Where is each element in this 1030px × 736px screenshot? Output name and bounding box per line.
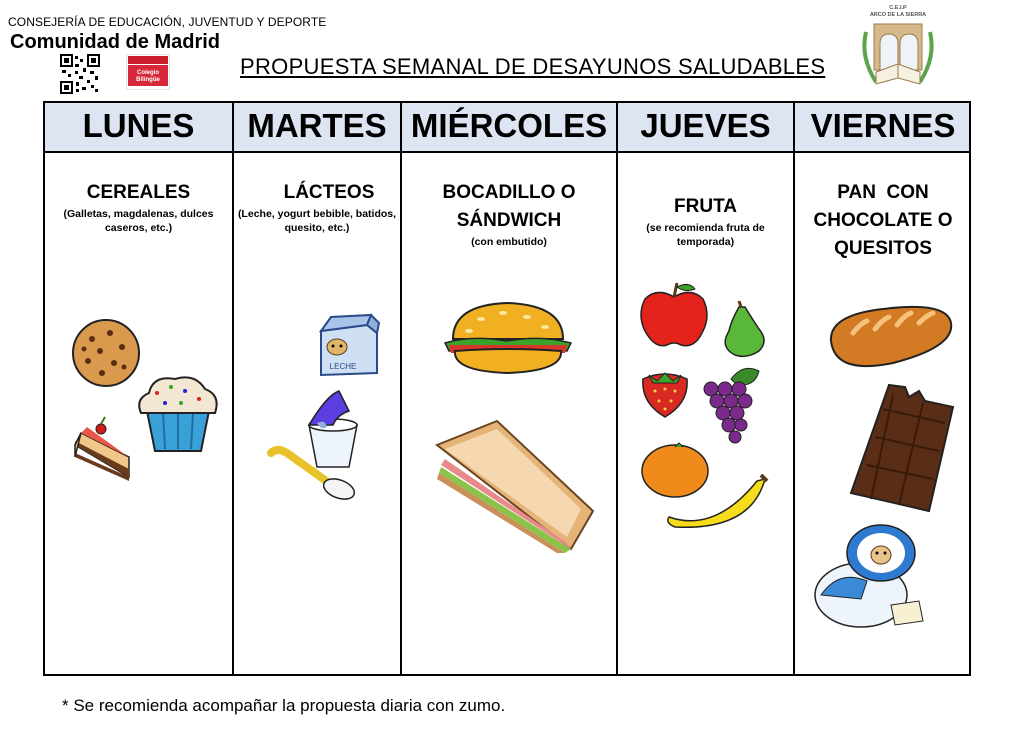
spoon-icon — [267, 443, 357, 503]
milk-carton-icon — [313, 311, 383, 377]
toasted-sandwich-icon — [431, 415, 599, 555]
strawberry-icon — [639, 367, 691, 419]
friday-title-3: QUESITOS — [834, 238, 932, 259]
cookie-icon — [70, 317, 142, 389]
monday-title: CEREALES — [86, 182, 191, 203]
day-friday: VIERNES — [810, 107, 956, 144]
tuesday-subtitle-2: quesito, etc.) — [284, 222, 350, 234]
milk-label: LECHE — [329, 362, 357, 371]
day-monday: LUNES — [82, 107, 195, 144]
tuesday-title: LÁCTEOS — [283, 182, 375, 203]
weekly-menu-table — [43, 101, 971, 676]
region-label: Comunidad de Madrid — [10, 31, 220, 53]
chocolate-bar-icon — [849, 381, 957, 515]
school-logo — [856, 2, 940, 92]
qr-code-icon — [60, 54, 100, 94]
bread-icon — [823, 301, 957, 373]
day-wednesday: MIÉRCOLES — [410, 107, 608, 144]
page-title: PROPUESTA SEMANAL DE DESAYUNOS SALUDABLES — [240, 54, 826, 79]
wednesday-subtitle: (con embutido) — [471, 236, 547, 248]
svg-text:Bilingüe: Bilingüe — [136, 77, 160, 83]
cheese-box-icon — [811, 521, 925, 633]
footer-note: * Se recomienda acompañar la propuesta diaria con zumo. — [62, 696, 506, 715]
day-tuesday: MARTES — [247, 107, 387, 144]
thursday-subtitle-2: temporada) — [676, 236, 735, 248]
monday-subtitle-2: caseros, etc.) — [104, 222, 173, 234]
ministry-label: CONSEJERÍA DE EDUCACIÓN, JUVENTUD Y DEPORTE — [8, 15, 327, 29]
banana-icon — [665, 473, 769, 531]
monday-subtitle-1: (Galletas, magdalenas, dulces — [63, 208, 214, 220]
grapes-icon — [697, 361, 765, 445]
svg-text:Colegio: Colegio — [137, 70, 159, 76]
school-logo-name: ARCO DE LA SIERRA — [869, 12, 927, 18]
bilingual-school-badge — [126, 54, 170, 90]
friday-title-1: PAN CON — [837, 182, 929, 203]
tuesday-subtitle-1: (Leche, yogurt bebible, batidos, — [237, 208, 397, 220]
friday-title-2: CHOCOLATE O — [813, 210, 953, 231]
school-logo-top: C.E.I.P — [889, 5, 907, 11]
wednesday-title-2: SÁNDWICH — [456, 210, 562, 231]
day-thursday: JUEVES — [640, 107, 771, 144]
muffin-icon — [135, 371, 221, 455]
wednesday-title-1: BOCADILLO O — [442, 182, 576, 203]
cake-slice-icon — [69, 415, 135, 483]
sub-sandwich-icon — [441, 299, 575, 377]
apple-icon — [637, 279, 711, 351]
thursday-subtitle-1: (se recomienda fruta de — [646, 222, 765, 234]
pear-icon — [717, 301, 769, 359]
thursday-title: FRUTA — [674, 196, 737, 217]
column-divider — [616, 103, 618, 674]
